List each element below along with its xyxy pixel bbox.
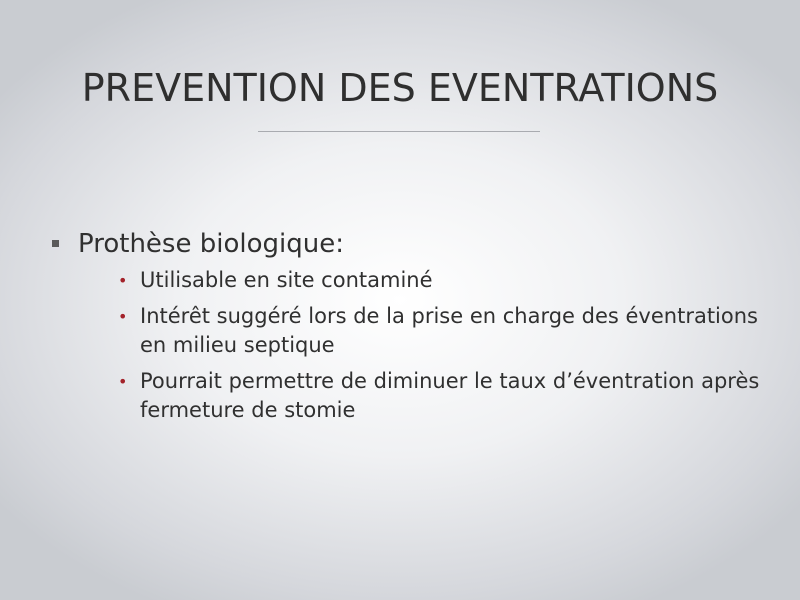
square-bullet-icon	[52, 240, 59, 247]
round-bullet-icon: •	[118, 271, 128, 290]
sub-bullet-list	[50, 266, 770, 425]
round-bullet-icon: •	[118, 372, 128, 391]
slide-content	[50, 226, 770, 432]
sub-bullet-text: Intérêt suggéré lors de la prise en charge des éventrations en milieu septique	[140, 304, 758, 357]
sub-bullet-item	[50, 302, 770, 360]
bullet-main	[50, 226, 770, 262]
round-bullet-icon: •	[118, 307, 128, 326]
title-divider	[258, 131, 540, 132]
slide-title: PREVENTION DES EVENTRATIONS	[81, 66, 719, 110]
bullet-main-text: Prothèse biologique:	[78, 229, 344, 259]
sub-bullet-item	[50, 367, 770, 425]
sub-bullet-text: Utilisable en site contaminé	[140, 268, 433, 292]
sub-bullet-text: Pourrait permettre de diminuer le taux d’éventration après fermeture de stomie	[140, 369, 760, 422]
sub-bullet-item	[50, 266, 770, 295]
